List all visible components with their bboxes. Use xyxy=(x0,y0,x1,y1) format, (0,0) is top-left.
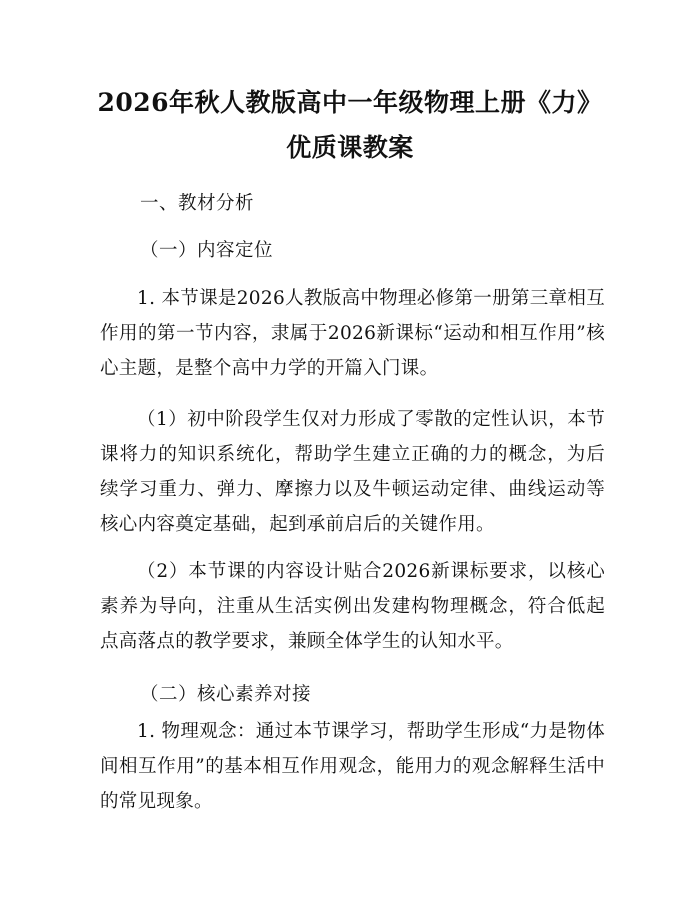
paragraph-content-positioning-1-2: （2）本节课的内容设计贴合2026新课标要求，以核心素养为导向，注重从生活实例出发建构物理概念，符合低起点高落点的教学要求，兼顾全体学生的认知水平。 xyxy=(100,561,605,652)
document-title-line-1: 2026年秋人教版高中一年级物理上册《力》 xyxy=(97,88,603,117)
paragraph-physics-concept: 1. 物理观念：通过本节课学习，帮助学生形成“力是物体间相互作用”的基本相互作用观念，能用力的观念解释生活中的常见现象。 xyxy=(100,721,605,812)
subsection-heading-content-positioning: （一）内容定位 xyxy=(140,240,274,261)
paragraph-content-positioning-1: 1. 本节课是2026人教版高中物理必修第一册第三章相互作用的第一节内容，隶属于2026新课标“运动和相互作用”核心主题，是整个高中力学的开篇入门课。 xyxy=(100,288,605,379)
section-heading-textbook-analysis: 一、教材分析 xyxy=(140,193,255,214)
subsection-heading-core-literacy: （二）核心素养对接 xyxy=(140,684,312,705)
paragraph-content-positioning-1-1: （1）初中阶段学生仅对力形成了零散的定性认识，本节课将力的知识系统化，帮助学生建立正确的力的概念，为后续学习重力、弹力、摩擦力以及牛顿运动定律、曲线运动等核心内容奠定基础，起到承前启后的关键作用。 xyxy=(100,409,605,535)
document-title-line-2: 优质课教案 xyxy=(286,133,414,162)
